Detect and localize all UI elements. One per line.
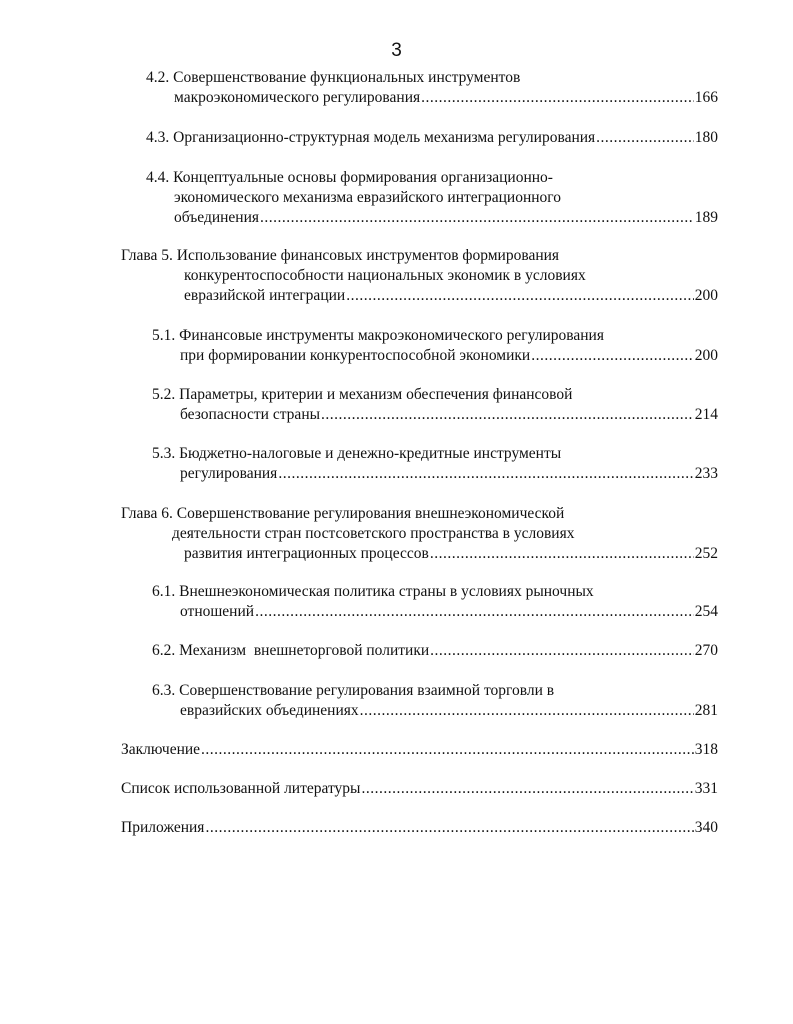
toc-last-line [152, 641, 718, 661]
toc-line: Заключение [121, 741, 201, 758]
toc-entry-conclusion [121, 740, 718, 760]
dot-leader [360, 701, 694, 721]
toc-page: 281 [694, 702, 718, 719]
toc-page: 270 [694, 642, 718, 659]
toc-line: 4.4. Концептуальные основы формирования организационно- [146, 169, 553, 186]
toc-line: евразийских объединениях [180, 702, 359, 719]
toc-last-line [152, 405, 718, 425]
toc-last-line [152, 346, 718, 366]
dot-leader [430, 641, 694, 661]
toc-line: Глава 5. Использование финансовых инструментов формирования [121, 247, 560, 264]
toc-last-line [152, 464, 718, 484]
toc-entry-5-1 [152, 326, 718, 366]
toc-last-line [121, 286, 718, 306]
toc-line: экономического механизма евразийского интеграционного [174, 189, 562, 206]
toc-page: 233 [694, 465, 718, 482]
toc-last-line [121, 544, 718, 564]
toc-last-line [152, 602, 718, 622]
toc-entry-5-2 [152, 385, 718, 425]
dot-leader [201, 740, 694, 760]
toc-entry-appendices [121, 818, 718, 838]
toc-line: 6.3. Совершенствование регулирования взаимной торговли в [152, 682, 555, 699]
toc-line: евразийской интеграции [184, 287, 346, 304]
dot-leader [205, 818, 693, 838]
toc-line: деятельности стран постсоветского пространства в условиях [172, 525, 575, 542]
toc-page: 252 [694, 545, 718, 562]
toc-page: 340 [694, 819, 718, 836]
toc-line: 5.2. Параметры, критерии и механизм обеспечения финансовой [152, 386, 573, 403]
toc-line: 4.2. Совершенствование функциональных инструментов [146, 69, 521, 86]
toc-page: 200 [694, 287, 718, 304]
toc-line: 6.2. Механизм внешнеторговой политики [152, 642, 430, 659]
toc-line: при формировании конкурентоспособной экономики [180, 347, 531, 364]
toc-entry-4-2 [146, 68, 718, 108]
toc-entry-6-2 [152, 641, 718, 661]
dot-leader [361, 779, 693, 799]
toc-line: развития интеграционных процессов [184, 545, 429, 562]
toc-page: 166 [694, 89, 718, 106]
toc-last-line [146, 88, 718, 108]
toc-entry-chapter-6 [121, 504, 718, 564]
toc-line: 5.1. Финансовые инструменты макроэкономического регулирования [152, 327, 604, 344]
toc-page: 254 [694, 603, 718, 620]
toc-line: 6.1. Внешнеэкономическая политика страны в условиях рыночных [152, 583, 594, 600]
toc-page: 331 [694, 780, 718, 797]
toc-last-line [146, 128, 718, 148]
toc-line: Список использованной литературы [121, 780, 361, 797]
toc-line: конкурентоспособности национальных экономик в условиях [184, 267, 586, 284]
toc-line: объединения [174, 209, 260, 226]
dot-leader [421, 88, 694, 108]
toc-entry-bibliography [121, 779, 718, 799]
toc-line: безопасности страны [180, 406, 321, 423]
dot-leader [260, 208, 694, 228]
toc-entry-5-3 [152, 444, 718, 484]
toc-line: отношений [180, 603, 255, 620]
toc-last-line [146, 208, 718, 228]
toc-line: Глава 6. Совершенствование регулирования внешнеэкономической [121, 505, 565, 522]
toc-page: 214 [694, 406, 718, 423]
dot-leader [321, 405, 694, 425]
toc-entry-6-3 [152, 681, 718, 721]
toc-line: макроэкономического регулирования [174, 89, 421, 106]
dot-leader [531, 346, 694, 366]
page-number: 3 [391, 40, 402, 61]
toc-line: 5.3. Бюджетно-налоговые и денежно-кредитные инструменты [152, 445, 562, 462]
dot-leader [255, 602, 694, 622]
toc-last-line [121, 779, 718, 799]
toc-entry-chapter-5 [121, 246, 718, 306]
toc-last-line [121, 818, 718, 838]
toc-line: 4.3. Организационно-структурная модель механизма регулирования [146, 129, 596, 146]
toc-entry-6-1 [152, 582, 718, 622]
toc-last-line [121, 740, 718, 760]
dot-leader [596, 128, 694, 148]
toc-page: 180 [694, 129, 718, 146]
dot-leader [346, 286, 694, 306]
dot-leader [430, 544, 694, 564]
toc-line: Приложения [121, 819, 205, 836]
toc-entry-4-3 [146, 128, 718, 148]
toc-page: 189 [694, 209, 718, 226]
toc-line: регулирования [180, 465, 278, 482]
toc-page: 318 [694, 741, 718, 758]
toc-page: 200 [694, 347, 718, 364]
dot-leader [278, 464, 693, 484]
toc-last-line [152, 701, 718, 721]
toc-entry-4-4 [146, 168, 718, 228]
